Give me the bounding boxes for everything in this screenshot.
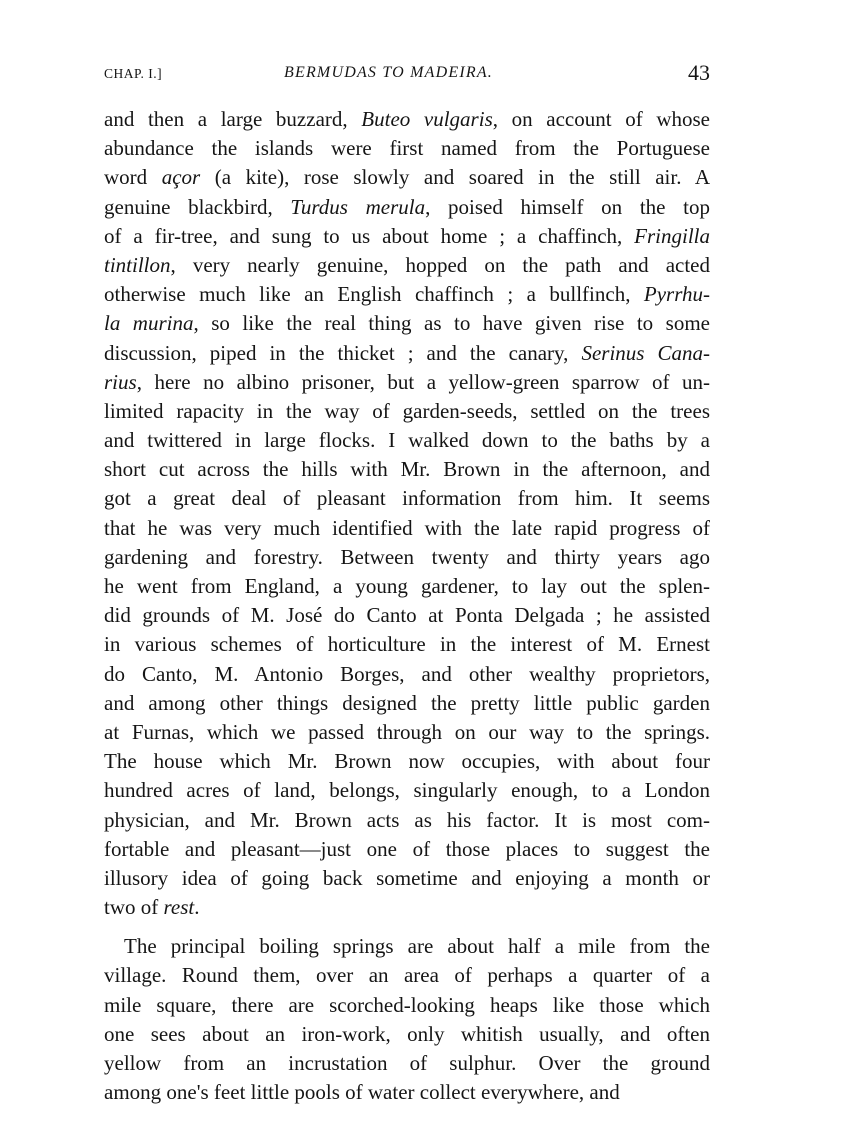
text-line bbox=[104, 835, 710, 864]
text-line bbox=[104, 893, 710, 922]
text-line bbox=[104, 368, 710, 397]
text-run: , here no albino prisoner, but a yellow-green sparrow of un- bbox=[136, 369, 710, 394]
italic-text: rius bbox=[104, 369, 137, 394]
text-run: village. Round them, over an area of perhaps a quarter of a bbox=[104, 963, 710, 988]
text-run: and then a large buzzard, bbox=[104, 107, 362, 131]
paragraph bbox=[104, 932, 710, 1107]
text-run: fortable and pleasant—just one of those places to suggest the bbox=[104, 836, 710, 861]
text-run: physician, and Mr. Brown acts as his factor. It is most com- bbox=[104, 807, 710, 832]
paragraph bbox=[104, 105, 710, 922]
text-line bbox=[104, 163, 710, 192]
text-line bbox=[104, 455, 710, 484]
italic-text: Buteo vulgaris bbox=[361, 107, 493, 131]
italic-text: tintillon bbox=[104, 252, 171, 277]
text-run: short cut across the hills with Mr. Brown in the afternoon, and bbox=[104, 457, 710, 482]
text-line bbox=[104, 105, 710, 134]
text-line bbox=[104, 484, 710, 513]
italic-text: Pyrrhu- bbox=[643, 282, 710, 307]
text-run: , on account of whose bbox=[492, 107, 710, 131]
text-line bbox=[104, 514, 710, 543]
text-line bbox=[104, 806, 710, 835]
text-line bbox=[104, 339, 710, 368]
text-line bbox=[104, 309, 710, 338]
text-line bbox=[104, 660, 710, 689]
italic-text: Turdus merula bbox=[290, 194, 426, 219]
text-run: and twittered in large flocks. I walked down to the baths by a bbox=[104, 428, 710, 453]
text-line bbox=[104, 689, 710, 718]
text-line bbox=[104, 932, 710, 961]
chapter-label: CHAP. I.] bbox=[104, 66, 163, 81]
running-title: BERMUDAS TO MADEIRA. bbox=[284, 64, 493, 81]
text-run: limited rapacity in the way of garden-seeds, settled on the trees bbox=[104, 398, 710, 423]
text-run: one sees about an iron-work, only whitish usually, and often bbox=[104, 1021, 710, 1046]
italic-text: rest bbox=[163, 895, 195, 920]
text-line bbox=[104, 1020, 710, 1049]
text-run: The principal boiling springs are about half a mile from the bbox=[124, 934, 710, 959]
text-line bbox=[104, 1078, 710, 1107]
text-run: illusory idea of going back sometime and enjoying a month or bbox=[104, 865, 710, 890]
text-line bbox=[104, 572, 710, 601]
text-line bbox=[104, 961, 710, 990]
text-run: otherwise much like an English chaffinch ; a bullfinch, bbox=[104, 282, 644, 307]
text-line bbox=[104, 426, 710, 455]
text-run: do Canto, M. Antonio Borges, and other wealthy proprietors, bbox=[104, 661, 710, 686]
text-run: mile square, there are scorched-looking heaps like those which bbox=[104, 992, 710, 1017]
text-run: and among other things designed the pretty little public garden bbox=[104, 690, 710, 715]
text-run: word bbox=[104, 165, 162, 190]
text-run: abundance the islands were first named from the Portuguese bbox=[104, 136, 710, 161]
text-run: he went from England, a young gardener, to lay out the splen- bbox=[104, 574, 710, 598]
text-line bbox=[104, 193, 710, 222]
text-run: hundred acres of land, belongs, singularly enough, to a London bbox=[104, 778, 710, 803]
text-run: The house which Mr. Brown now occupies, with about four bbox=[104, 749, 710, 774]
text-run: two of bbox=[104, 895, 164, 920]
text-line bbox=[104, 601, 710, 630]
text-line bbox=[104, 776, 710, 805]
text-run: did grounds of M. José do Canto at Ponta Delgada ; he assisted bbox=[104, 603, 710, 628]
text-run: gardening and forestry. Between twenty and thirty years ago bbox=[104, 544, 710, 569]
text-line bbox=[104, 864, 710, 893]
paragraph-gap bbox=[104, 922, 710, 932]
text-run: in various schemes of horticulture in the interest of M. Ernest bbox=[104, 632, 710, 657]
running-header bbox=[104, 62, 710, 92]
text-run: , very nearly genuine, hopped on the path and acted bbox=[170, 252, 710, 277]
page-number: 43 bbox=[688, 60, 710, 85]
text-run: genuine blackbird, bbox=[104, 194, 291, 219]
italic-text: Serinus Cana- bbox=[581, 340, 710, 365]
text-line bbox=[104, 134, 710, 163]
text-line bbox=[104, 280, 710, 309]
text-run: . bbox=[194, 895, 200, 920]
text-line bbox=[104, 397, 710, 426]
text-run: got a great deal of pleasant information from him. It seems bbox=[104, 486, 710, 511]
text-line bbox=[104, 251, 710, 280]
text-run: that he was very much identified with the late rapid progress of bbox=[104, 515, 710, 540]
text-run: at Furnas, which we passed through on our way to the springs. bbox=[104, 719, 710, 744]
text-line bbox=[104, 991, 710, 1020]
text-line bbox=[104, 1049, 710, 1078]
text-line bbox=[104, 747, 710, 776]
text-run: , so like the real thing as to have given rise to some bbox=[193, 311, 710, 336]
text-run: (a kite), rose slowly and soared in the still air. A bbox=[200, 165, 710, 190]
text-run: yellow from an incrustation of sulphur. Over the ground bbox=[104, 1051, 710, 1075]
text-line bbox=[104, 222, 710, 251]
text-line bbox=[104, 543, 710, 572]
text-run: , poised himself on the top bbox=[425, 194, 710, 219]
text-line bbox=[104, 718, 710, 747]
text-run: among one's feet little pools of water collect everywhere, and bbox=[104, 1080, 620, 1105]
text-run: discussion, piped in the thicket ; and the canary, bbox=[104, 340, 582, 365]
italic-text: Fringilla bbox=[634, 223, 710, 248]
italic-text: la murina bbox=[104, 311, 194, 336]
text-line bbox=[104, 630, 710, 659]
text-run: of a fir-tree, and sung to us about home ; a chaffinch, bbox=[104, 223, 635, 248]
italic-text: açor bbox=[161, 165, 201, 190]
page-body bbox=[104, 105, 710, 1107]
